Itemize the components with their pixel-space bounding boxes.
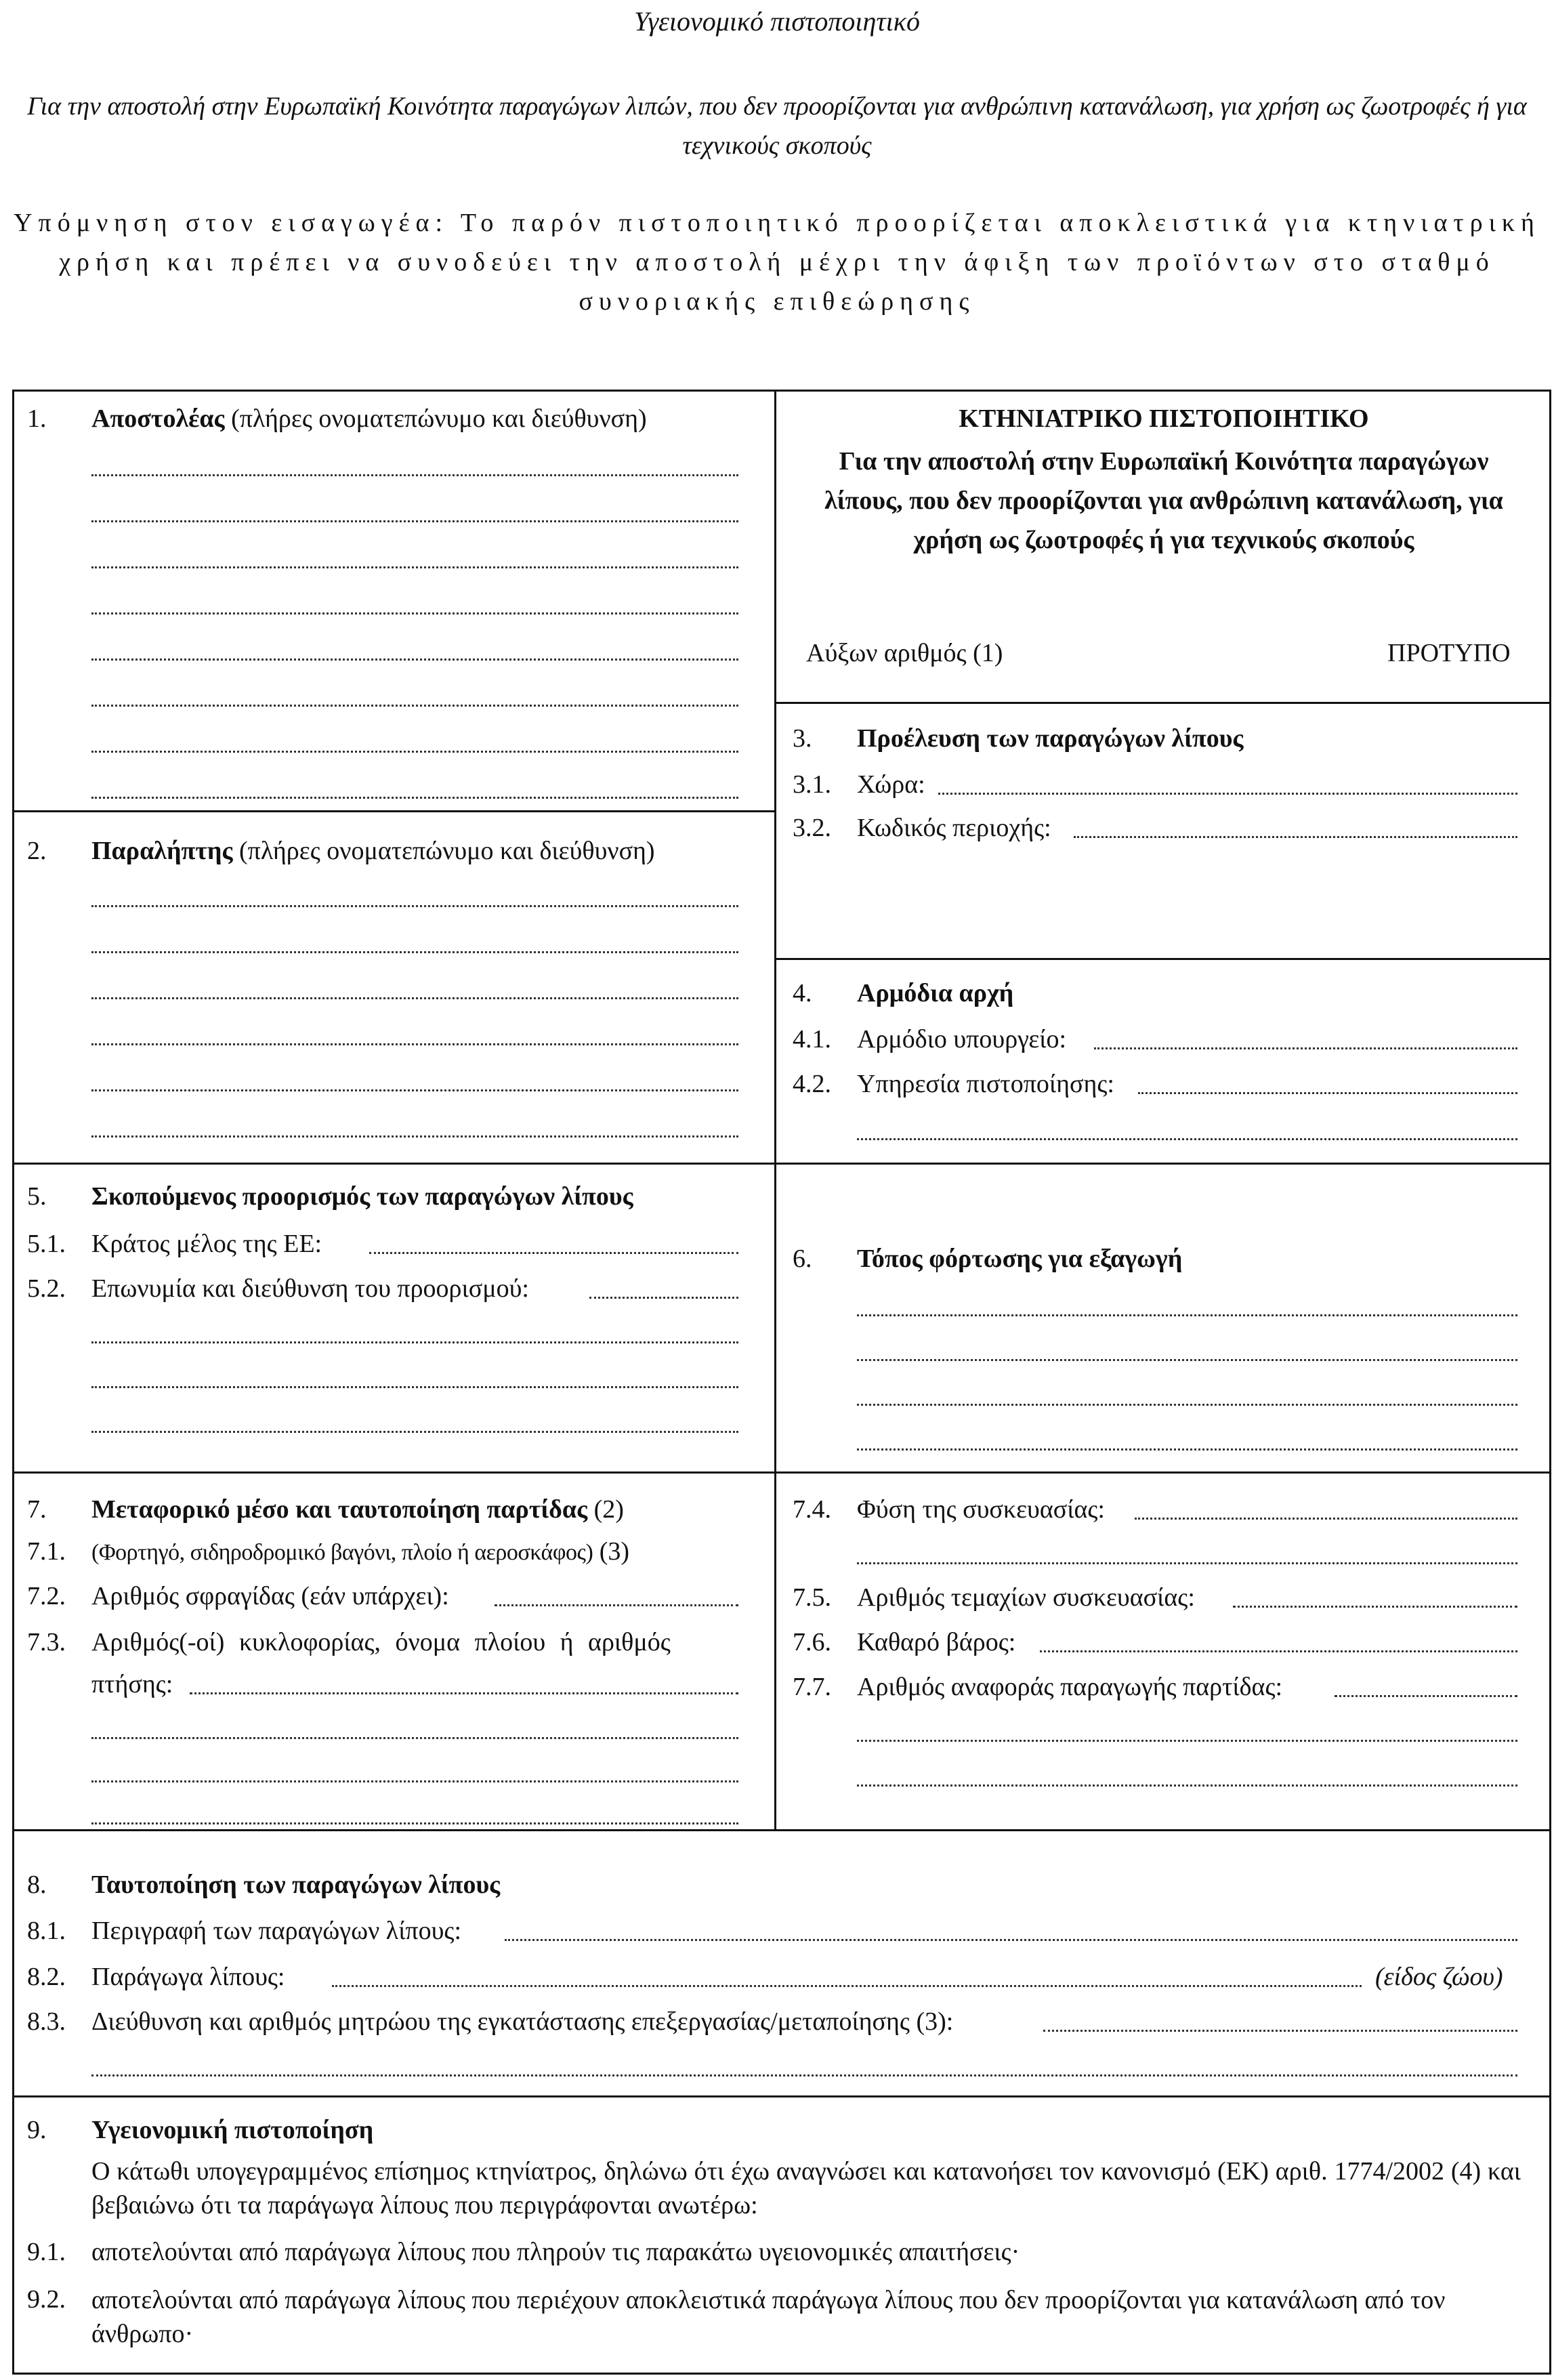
- field-8-3-number: 8.3.: [27, 2007, 66, 2036]
- field-7-5: [793, 1581, 1195, 1614]
- field-7-7-number: 7.7.: [793, 1673, 831, 1701]
- net-weight-line[interactable]: [1040, 1650, 1517, 1652]
- field-7-6: [793, 1626, 1015, 1658]
- establishment-line[interactable]: [1043, 2030, 1517, 2032]
- field-8-3-label: Διεύθυνση και αριθμός μητρώου της εγκατάστασης επεξεργασίας/μεταποίησης: [91, 2007, 910, 2036]
- section-6-title: Τόπος φόρτωσης για εξαγωγή: [857, 1245, 1183, 1273]
- field-7-4: [793, 1493, 1105, 1526]
- section-1-number: 1.: [27, 404, 47, 433]
- field-7-5-label: Αριθμός τεμαχίων συσκευασίας:: [857, 1583, 1195, 1612]
- field-7-1-label: (Φορτηγό, σιδηροδρομικό βαγόνι, πλοίο ή αεροσκάφος): [91, 1540, 593, 1565]
- divider-vet-bottom: [774, 702, 1551, 704]
- field-7-3-number: 7.3.: [27, 1628, 66, 1656]
- field-7-1-number: 7.1.: [27, 1537, 66, 1566]
- section-4-title: Αρμόδια αρχή: [857, 979, 1014, 1007]
- field-4-1: [793, 1023, 1066, 1056]
- field-8-2-number: 8.2.: [27, 1963, 66, 1991]
- field-8-2: [27, 1961, 285, 1993]
- consignee-line[interactable]: [91, 951, 738, 953]
- section-5-heading: [27, 1180, 633, 1213]
- field-9-2-label: αποτελούνται από παράγωγα λίπους που περιέχουν αποκλειστικά παράγωγα λίπους που δεν προορίζονται για κατανάλωση από τον άνθρωπο·: [91, 2286, 1446, 2348]
- field-7-7: [793, 1671, 1282, 1703]
- section-7-number: 7.: [27, 1495, 47, 1524]
- section-7-footnote: (2): [593, 1495, 624, 1524]
- certifying-service-line[interactable]: [1138, 1092, 1517, 1094]
- section-3-heading: [793, 722, 1243, 755]
- section-3-number: 3.: [793, 724, 812, 753]
- field-3-1: [793, 768, 925, 801]
- divider-s5-bottom: [12, 1471, 1551, 1474]
- batch-reference-line[interactable]: [857, 1784, 1517, 1787]
- serial-number-text: Αύξων αριθμός: [806, 639, 967, 667]
- loading-place-line[interactable]: [857, 1314, 1517, 1316]
- field-5-2-number: 5.2.: [27, 1274, 66, 1303]
- batch-reference-line[interactable]: [1335, 1695, 1517, 1697]
- destination-line[interactable]: [91, 1431, 738, 1433]
- serial-number-footnote: (1): [973, 639, 1003, 667]
- packaging-line[interactable]: [857, 1562, 1517, 1564]
- section-2-number: 2.: [27, 837, 47, 865]
- divider-s8-bottom: [12, 2095, 1551, 2097]
- package-count-line[interactable]: [1233, 1606, 1517, 1608]
- consignee-line[interactable]: [91, 997, 738, 999]
- importer-note: Υπόμνηση στον εισαγωγέα: Το παρόν πιστοποιητικό προορίζεται αποκλειστικά για κτηνιατρική χρήση και πρέπει να συνοδεύει την αποστολή μέχρι την άφιξη των προϊόντων στο σταθμό συνοριακής επιθεώρησης: [14, 209, 1540, 316]
- vet-certificate-title: ΚΤΗΝΙΑΤΡΙΚΟ ΠΙΣΤΟΠΟΙΗΤΙΚΟ: [959, 404, 1369, 433]
- field-7-2-label: Αριθμός σφραγίδας (εάν υπάρχει):: [91, 1582, 449, 1610]
- field-5-1: [27, 1228, 322, 1260]
- vet-certificate-subtitle: Για την αποστολή στην Ευρωπαϊκή Κοινότητα παραγώγων λίπους, που δεν προορίζονται για ανθρώπινη κατανάλωση, για χρήση ως ζωοτροφές ή για τεχνικούς σκοπούς: [824, 447, 1503, 554]
- field-7-6-number: 7.6.: [793, 1628, 831, 1656]
- model-label: ΠΡΟΤΥΠΟ: [1387, 639, 1511, 667]
- field-9-1-number: 9.1.: [27, 2238, 66, 2266]
- section-4-heading: [793, 977, 1013, 1009]
- loading-place-line[interactable]: [857, 1359, 1517, 1361]
- section-1-heading: [27, 402, 647, 435]
- field-3-1-label: Χώρα:: [857, 770, 925, 799]
- field-7-2-number: 7.2.: [27, 1582, 66, 1610]
- section-9-intro: Ο κάτωθι υπογεγραμμένος επίσημος κτηνίατρος, δηλώνω ότι έχω αναγνώσει και κατανοήσει τον κανονισμό (ΕΚ) αριθ. 1774/2002 (4) και βεβαιώνω ότι τα παράγωγα λίπους που περιγράφονται ανωτέρω:: [91, 2157, 1521, 2219]
- destination-line[interactable]: [589, 1297, 738, 1299]
- field-3-2-label: Κωδικός περιοχής:: [857, 814, 1051, 842]
- sender-line[interactable]: [91, 751, 738, 753]
- section-2-heading: [27, 835, 655, 867]
- section-1-title: Αποστολέας: [91, 404, 225, 433]
- field-7-7-label: Αριθμός αναφοράς παραγωγής παρτίδας:: [857, 1673, 1283, 1701]
- field-8-1: [27, 1915, 461, 1947]
- field-7-1-footnote: (3): [599, 1537, 630, 1566]
- field-9-2-number: 9.2.: [27, 2285, 66, 2314]
- divider-v-mid: [774, 1471, 776, 1829]
- loading-place-line[interactable]: [857, 1404, 1517, 1406]
- section-6-heading: [793, 1243, 1182, 1275]
- divider-s7-bottom: [12, 1829, 1551, 1831]
- certifying-service-line[interactable]: [857, 1138, 1517, 1140]
- loading-place-line[interactable]: [857, 1448, 1517, 1450]
- field-5-1-label: Κράτος μέλος της ΕΕ:: [91, 1230, 322, 1258]
- description-line[interactable]: [505, 1939, 1517, 1941]
- field-8-2-label: Παράγωγα λίπους:: [91, 1963, 285, 1991]
- field-3-2: [793, 812, 1051, 844]
- consignee-line[interactable]: [91, 905, 738, 907]
- registration-line[interactable]: [91, 1780, 738, 1782]
- packaging-line[interactable]: [1135, 1518, 1517, 1520]
- field-7-1: [27, 1535, 629, 1569]
- section-8-title: Ταυτοποίηση των παραγώγων λίπους: [91, 1871, 501, 1899]
- destination-line[interactable]: [91, 1386, 738, 1388]
- field-7-4-number: 7.4.: [793, 1495, 831, 1524]
- section-7-heading: [27, 1493, 624, 1526]
- serial-number-label: [806, 637, 1003, 669]
- section-2-detail: (πλήρες ονοματεπώνυμο και διεύθυνση): [239, 837, 655, 865]
- section-9-title: Υγειονομική πιστοποίηση: [91, 2116, 374, 2144]
- field-7-3-continued: πτήσης:: [91, 1670, 173, 1698]
- field-4-2-number: 4.2.: [793, 1070, 831, 1098]
- field-7-3-label: Αριθμός(-οί) κυκλοφορίας, όνομα πλοίου ή αριθμός: [91, 1628, 671, 1656]
- section-6-number: 6.: [793, 1245, 812, 1273]
- field-7-5-number: 7.5.: [793, 1583, 831, 1612]
- field-8-3-footnote: (3):: [916, 2007, 954, 2036]
- animal-species-label: (είδος ζώου): [1375, 1963, 1503, 1991]
- sender-line[interactable]: [91, 566, 738, 568]
- field-5-2: [27, 1272, 529, 1305]
- section-8-number: 8.: [27, 1871, 47, 1899]
- member-state-line[interactable]: [369, 1252, 738, 1254]
- divider-s1-bottom: [12, 810, 775, 812]
- field-4-2-label: Υπηρεσία πιστοποίησης:: [857, 1070, 1114, 1098]
- sender-line[interactable]: [91, 612, 738, 614]
- field-8-1-number: 8.1.: [27, 1917, 66, 1945]
- consignee-line[interactable]: [91, 1043, 738, 1045]
- field-5-1-number: 5.1.: [27, 1230, 66, 1258]
- seal-number-line[interactable]: [495, 1604, 738, 1606]
- field-9-1: [27, 2236, 1020, 2268]
- section-7-title: Μεταφορικό μέσο και ταυτοποίηση παρτίδας: [91, 1495, 588, 1524]
- field-7-3: [27, 1626, 671, 1658]
- registration-line[interactable]: [190, 1692, 738, 1694]
- region-code-line[interactable]: [1074, 836, 1517, 838]
- section-8-heading: [27, 1868, 500, 1901]
- form-frame: [12, 390, 1551, 2375]
- field-5-2-label: Επωνυμία και διεύθυνση του προορισμού:: [91, 1274, 529, 1303]
- sender-line[interactable]: [91, 474, 738, 476]
- country-line[interactable]: [938, 793, 1517, 795]
- sender-line[interactable]: [91, 705, 738, 707]
- section-5-title: Σκοπούμενος προορισμός των παραγώγων λίπους: [91, 1182, 633, 1211]
- field-7-6-label: Καθαρό βάρος:: [857, 1628, 1016, 1656]
- sender-line[interactable]: [91, 520, 738, 522]
- field-7-2: [27, 1580, 449, 1612]
- field-4-2: [793, 1068, 1114, 1100]
- field-9-1-label: αποτελούνται από παράγωγα λίπους που πληρούν τις παρακάτω υγειονομικές απαιτήσεις·: [91, 2238, 1020, 2266]
- field-4-1-number: 4.1.: [793, 1025, 831, 1053]
- sender-line[interactable]: [91, 797, 738, 799]
- section-2-title: Παραλήπτης: [91, 837, 233, 865]
- batch-reference-line[interactable]: [857, 1740, 1517, 1742]
- registration-line[interactable]: [91, 1737, 738, 1739]
- field-4-1-label: Αρμόδιο υπουργείο:: [857, 1025, 1067, 1053]
- field-3-1-number: 3.1.: [793, 770, 831, 799]
- section-5-number: 5.: [27, 1182, 47, 1211]
- section-9-number: 9.: [27, 2116, 47, 2144]
- establishment-line[interactable]: [91, 2074, 1517, 2076]
- destination-line[interactable]: [91, 1341, 738, 1343]
- registration-line[interactable]: [91, 1822, 738, 1824]
- section-3-title: Προέλευση των παραγώγων λίπους: [857, 724, 1244, 753]
- document-title: Υγειονομικό πιστοποιητικό: [633, 6, 920, 37]
- section-4-number: 4.: [793, 979, 812, 1007]
- divider-s3-bottom: [774, 958, 1551, 960]
- divider-v-top: [774, 390, 776, 1471]
- field-8-1-label: Περιγραφή των παραγώγων λίπους:: [91, 1917, 462, 1945]
- document-subtitle: Για την αποστολή στην Ευρωπαϊκή Κοινότητα παραγώγων λιπών, που δεν προορίζονται για ανθρώπινη κατανάλωση, για χρήση ως ζωοτροφές ή για τεχνικούς σκοπούς: [27, 92, 1527, 160]
- consignee-line[interactable]: [91, 1089, 738, 1091]
- field-3-2-number: 3.2.: [793, 814, 831, 842]
- divider-s4-bottom: [12, 1163, 1551, 1165]
- field-8-3: [27, 2005, 953, 2038]
- section-1-detail: (πλήρες ονοματεπώνυμο και διεύθυνση): [231, 404, 647, 433]
- fat-derivatives-line[interactable]: [332, 1985, 1362, 1987]
- field-7-4-label: Φύση της συσκευασίας:: [857, 1495, 1105, 1524]
- section-9-heading: [27, 2114, 373, 2146]
- consignee-line[interactable]: [91, 1135, 738, 1137]
- ministry-line[interactable]: [1094, 1047, 1517, 1049]
- sender-line[interactable]: [91, 659, 738, 661]
